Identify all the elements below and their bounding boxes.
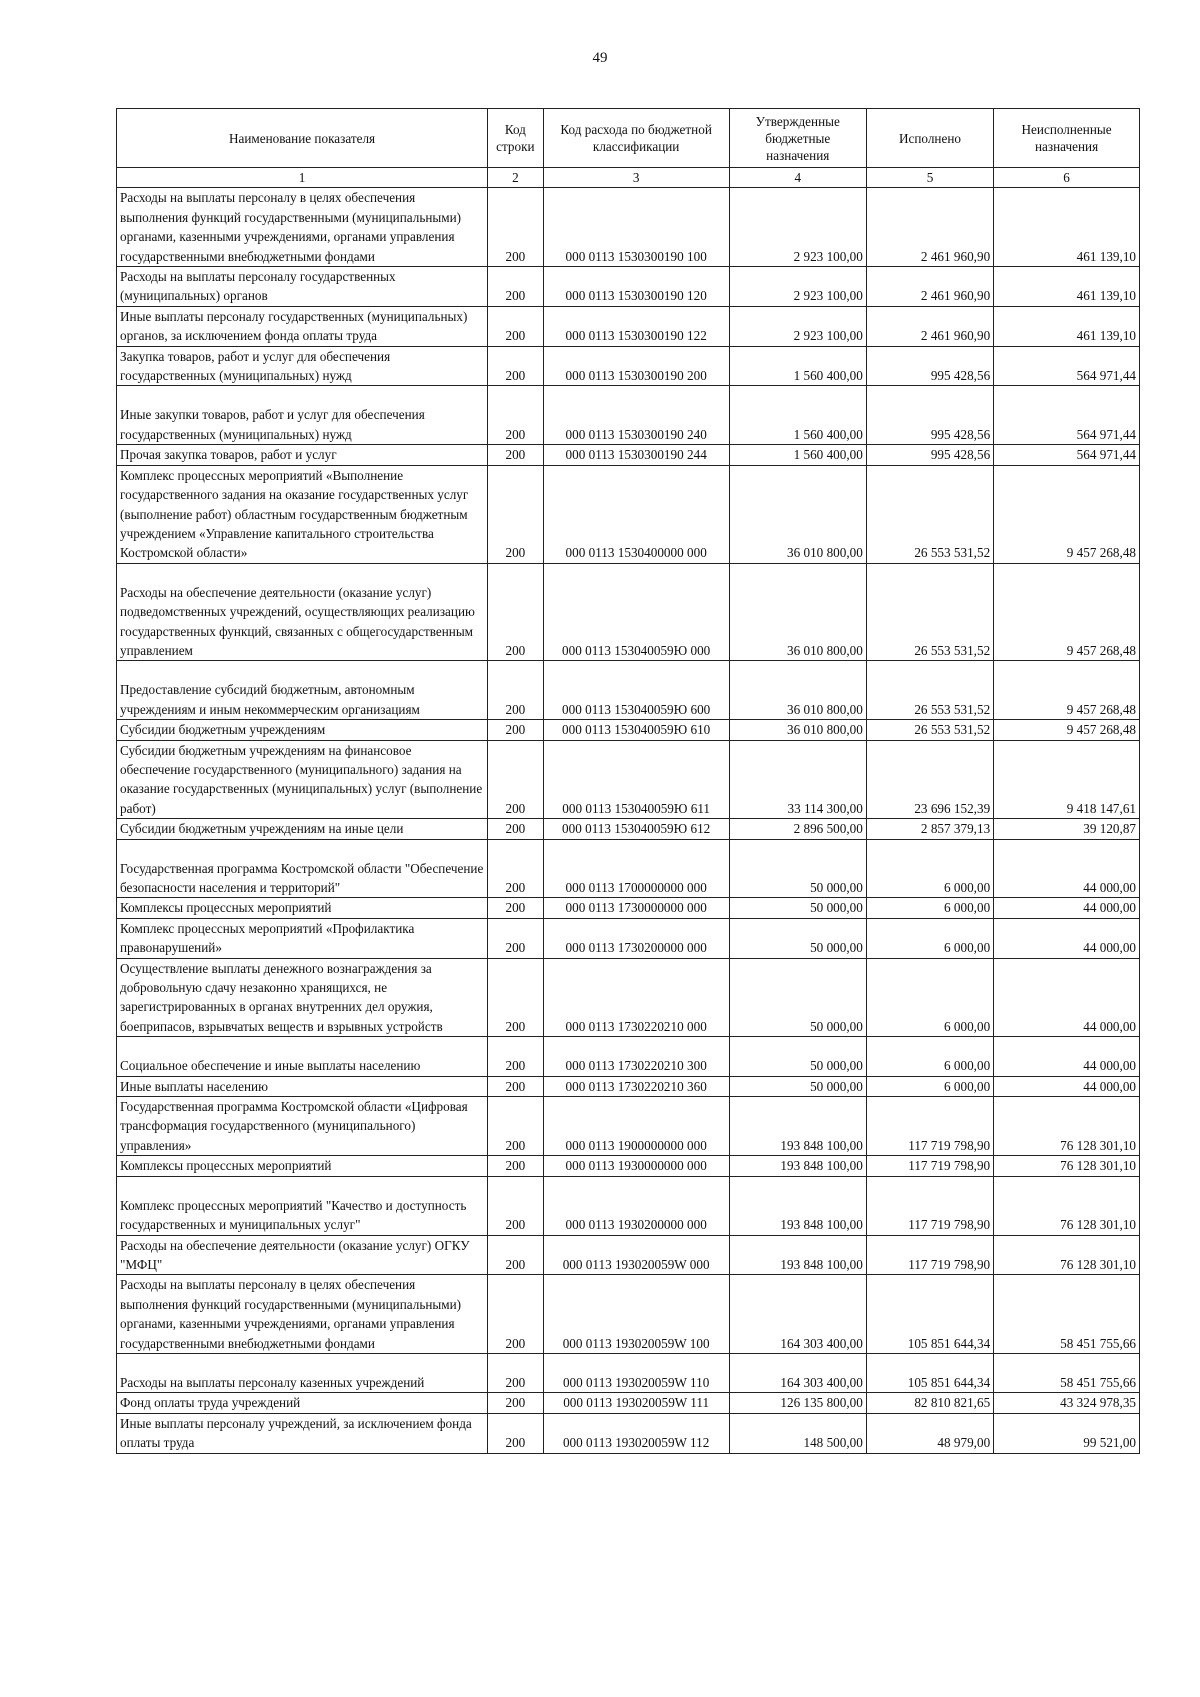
row-unexecuted-amount: 44 000,00 xyxy=(994,1037,1140,1076)
row-executed-amount: 2 857 379,13 xyxy=(866,819,993,839)
row-code: 200 xyxy=(488,1037,544,1076)
table-row xyxy=(117,958,1140,1037)
row-approved-amount: 193 848 100,00 xyxy=(729,1176,866,1235)
row-kbk-code: 000 0113 193020059W 112 xyxy=(543,1413,729,1453)
row-approved-amount: 50 000,00 xyxy=(729,1076,866,1096)
row-approved-amount: 50 000,00 xyxy=(729,1037,866,1076)
table-row xyxy=(117,1393,1140,1413)
row-name: Закупка товаров, работ и услуг для обеспечения государственных (муниципальных) нужд xyxy=(117,346,488,386)
table-row xyxy=(117,1037,1140,1076)
row-unexecuted-amount: 44 000,00 xyxy=(994,918,1140,958)
row-executed-amount: 6 000,00 xyxy=(866,958,993,1037)
row-executed-amount: 82 810 821,65 xyxy=(866,1393,993,1413)
row-code: 200 xyxy=(488,188,544,267)
row-executed-amount: 117 719 798,90 xyxy=(866,1097,993,1156)
row-code: 200 xyxy=(488,898,544,918)
table-row xyxy=(117,346,1140,386)
row-executed-amount: 995 428,56 xyxy=(866,346,993,386)
row-kbk-code: 000 0113 1530300190 122 xyxy=(543,306,729,346)
row-name: Субсидии бюджетным учреждениям на финансовое обеспечение государственного (муниципального) задания на оказание государственных (муниципальных) услуг (выполнение работ) xyxy=(117,740,488,819)
row-name: Расходы на выплаты персоналу государственных (муниципальных) органов xyxy=(117,267,488,307)
row-executed-amount: 6 000,00 xyxy=(866,839,993,898)
row-kbk-code: 000 0113 1530300190 240 xyxy=(543,386,729,445)
row-name: Государственная программа Костромской области «Цифровая трансформация государственного (муниципального) управления» xyxy=(117,1097,488,1156)
row-kbk-code: 000 0113 193020059W 000 xyxy=(543,1235,729,1275)
row-approved-amount: 164 303 400,00 xyxy=(729,1353,866,1392)
row-code: 200 xyxy=(488,1176,544,1235)
column-number: 1 xyxy=(117,168,488,188)
row-kbk-code: 000 0113 1530300190 120 xyxy=(543,267,729,307)
row-approved-amount: 50 000,00 xyxy=(729,958,866,1037)
row-unexecuted-amount: 76 128 301,10 xyxy=(994,1156,1140,1176)
table-row xyxy=(117,188,1140,267)
row-name: Субсидии бюджетным учреждениям xyxy=(117,720,488,740)
table-row xyxy=(117,661,1140,720)
row-executed-amount: 995 428,56 xyxy=(866,445,993,465)
table-row xyxy=(117,1413,1140,1453)
table-row xyxy=(117,1176,1140,1235)
row-kbk-code: 000 0113 1530300190 244 xyxy=(543,445,729,465)
row-kbk-code: 000 0113 1730220210 000 xyxy=(543,958,729,1037)
column-number: 2 xyxy=(488,168,544,188)
row-approved-amount: 193 848 100,00 xyxy=(729,1097,866,1156)
row-approved-amount: 164 303 400,00 xyxy=(729,1275,866,1354)
table-row xyxy=(117,306,1140,346)
row-name: Прочая закупка товаров, работ и услуг xyxy=(117,445,488,465)
row-unexecuted-amount: 9 457 268,48 xyxy=(994,563,1140,661)
table-row xyxy=(117,1076,1140,1096)
row-unexecuted-amount: 58 451 755,66 xyxy=(994,1275,1140,1354)
page-number: 49 xyxy=(592,50,608,66)
row-unexecuted-amount: 58 451 755,66 xyxy=(994,1353,1140,1392)
row-name: Расходы на выплаты персоналу в целях обеспечения выполнения функций государственными (муниципальными) органами, казенными учреждениями, органами управления государственными внебюджетными фондами xyxy=(117,188,488,267)
row-approved-amount: 1 560 400,00 xyxy=(729,386,866,445)
table-row xyxy=(117,1097,1140,1156)
row-executed-amount: 48 979,00 xyxy=(866,1413,993,1453)
row-name: Комплекс процессных мероприятий «Выполнение государственного задания на оказание государственных услуг (выполнение работ) областным государственным бюджетным учреждением «Управление капитального строительства Костромской области» xyxy=(117,465,488,563)
row-code: 200 xyxy=(488,958,544,1037)
row-kbk-code: 000 0113 153040059Ю 611 xyxy=(543,740,729,819)
row-code: 200 xyxy=(488,1413,544,1453)
row-executed-amount: 23 696 152,39 xyxy=(866,740,993,819)
header-approved: Утвержденные бюджетные назначения xyxy=(729,109,866,168)
column-number: 5 xyxy=(866,168,993,188)
row-kbk-code: 000 0113 1730000000 000 xyxy=(543,898,729,918)
row-approved-amount: 33 114 300,00 xyxy=(729,740,866,819)
row-kbk-code: 000 0113 193020059W 110 xyxy=(543,1353,729,1392)
table-row xyxy=(117,386,1140,445)
row-name: Иные выплаты персоналу государственных (муниципальных) органов, за исключением фонда оплаты труда xyxy=(117,306,488,346)
column-number: 4 xyxy=(729,168,866,188)
row-kbk-code: 000 0113 1530300190 100 xyxy=(543,188,729,267)
row-name: Государственная программа Костромской области "Обеспечение безопасности населения и территорий" xyxy=(117,839,488,898)
table-row xyxy=(117,1275,1140,1354)
row-unexecuted-amount: 43 324 978,35 xyxy=(994,1393,1140,1413)
table-row xyxy=(117,819,1140,839)
row-approved-amount: 2 923 100,00 xyxy=(729,306,866,346)
row-code: 200 xyxy=(488,1275,544,1354)
row-kbk-code: 000 0113 1730220210 360 xyxy=(543,1076,729,1096)
row-name: Иные выплаты персоналу учреждений, за исключением фонда оплаты труда xyxy=(117,1413,488,1453)
row-code: 200 xyxy=(488,918,544,958)
row-approved-amount: 36 010 800,00 xyxy=(729,563,866,661)
row-kbk-code: 000 0113 1530400000 000 xyxy=(543,465,729,563)
row-code: 200 xyxy=(488,1156,544,1176)
row-kbk-code: 000 0113 153040059Ю 000 xyxy=(543,563,729,661)
row-code: 200 xyxy=(488,267,544,307)
table-row xyxy=(117,563,1140,661)
row-kbk-code: 000 0113 1730200000 000 xyxy=(543,918,729,958)
row-unexecuted-amount: 76 128 301,10 xyxy=(994,1097,1140,1156)
row-unexecuted-amount: 9 457 268,48 xyxy=(994,720,1140,740)
column-number-row xyxy=(117,168,1140,188)
header-kbk: Код расхода по бюджетной классификации xyxy=(543,109,729,168)
row-approved-amount: 193 848 100,00 xyxy=(729,1156,866,1176)
row-unexecuted-amount: 44 000,00 xyxy=(994,958,1140,1037)
row-kbk-code: 000 0113 153040059Ю 600 xyxy=(543,661,729,720)
row-unexecuted-amount: 39 120,87 xyxy=(994,819,1140,839)
row-approved-amount: 2 923 100,00 xyxy=(729,267,866,307)
table-row xyxy=(117,267,1140,307)
row-code: 200 xyxy=(488,1353,544,1392)
table-row xyxy=(117,918,1140,958)
row-unexecuted-amount: 76 128 301,10 xyxy=(994,1176,1140,1235)
row-unexecuted-amount: 461 139,10 xyxy=(994,306,1140,346)
row-approved-amount: 50 000,00 xyxy=(729,898,866,918)
header-executed: Исполнено xyxy=(866,109,993,168)
row-name: Комплекс процессных мероприятий «Профилактика правонарушений» xyxy=(117,918,488,958)
header-name: Наименование показателя xyxy=(117,109,488,168)
row-kbk-code: 000 0113 153040059Ю 610 xyxy=(543,720,729,740)
row-unexecuted-amount: 564 971,44 xyxy=(994,346,1140,386)
row-name: Комплексы процессных мероприятий xyxy=(117,1156,488,1176)
row-executed-amount: 26 553 531,52 xyxy=(866,563,993,661)
row-code: 200 xyxy=(488,445,544,465)
row-executed-amount: 6 000,00 xyxy=(866,1076,993,1096)
row-approved-amount: 36 010 800,00 xyxy=(729,465,866,563)
table-row xyxy=(117,445,1140,465)
row-executed-amount: 105 851 644,34 xyxy=(866,1353,993,1392)
row-code: 200 xyxy=(488,346,544,386)
row-executed-amount: 2 461 960,90 xyxy=(866,267,993,307)
table-row xyxy=(117,839,1140,898)
table-row xyxy=(117,1235,1140,1275)
row-unexecuted-amount: 99 521,00 xyxy=(994,1413,1140,1453)
row-approved-amount: 2 923 100,00 xyxy=(729,188,866,267)
row-approved-amount: 36 010 800,00 xyxy=(729,661,866,720)
row-kbk-code: 000 0113 1930200000 000 xyxy=(543,1176,729,1235)
row-kbk-code: 000 0113 1930000000 000 xyxy=(543,1156,729,1176)
row-approved-amount: 126 135 800,00 xyxy=(729,1393,866,1413)
row-name: Расходы на обеспечение деятельности (оказание услуг) ОГКУ "МФЦ" xyxy=(117,1235,488,1275)
table-body xyxy=(117,188,1140,1453)
table-row xyxy=(117,465,1140,563)
table-row xyxy=(117,1353,1140,1392)
row-code: 200 xyxy=(488,306,544,346)
row-approved-amount: 50 000,00 xyxy=(729,918,866,958)
row-code: 200 xyxy=(488,1076,544,1096)
row-code: 200 xyxy=(488,1235,544,1275)
row-executed-amount: 117 719 798,90 xyxy=(866,1176,993,1235)
row-code: 200 xyxy=(488,740,544,819)
row-unexecuted-amount: 461 139,10 xyxy=(994,188,1140,267)
row-unexecuted-amount: 9 457 268,48 xyxy=(994,661,1140,720)
row-approved-amount: 148 500,00 xyxy=(729,1413,866,1453)
row-executed-amount: 26 553 531,52 xyxy=(866,720,993,740)
row-name: Фонд оплаты труда учреждений xyxy=(117,1393,488,1413)
row-name: Расходы на обеспечение деятельности (оказание услуг) подведомственных учреждений, осуществляющих реализацию государственных функций, связанных с общегосударственным управлением xyxy=(117,563,488,661)
row-name: Социальное обеспечение и иные выплаты населению xyxy=(117,1037,488,1076)
row-kbk-code: 000 0113 193020059W 111 xyxy=(543,1393,729,1413)
row-approved-amount: 36 010 800,00 xyxy=(729,720,866,740)
row-name: Иные выплаты населению xyxy=(117,1076,488,1096)
row-name: Расходы на выплаты персоналу казенных учреждений xyxy=(117,1353,488,1392)
row-approved-amount: 2 896 500,00 xyxy=(729,819,866,839)
row-unexecuted-amount: 461 139,10 xyxy=(994,267,1140,307)
table-row xyxy=(117,740,1140,819)
row-executed-amount: 6 000,00 xyxy=(866,918,993,958)
row-unexecuted-amount: 564 971,44 xyxy=(994,445,1140,465)
row-code: 200 xyxy=(488,465,544,563)
row-name: Иные закупки товаров, работ и услуг для обеспечения государственных (муниципальных) нужд xyxy=(117,386,488,445)
row-executed-amount: 117 719 798,90 xyxy=(866,1235,993,1275)
row-executed-amount: 105 851 644,34 xyxy=(866,1275,993,1354)
row-executed-amount: 117 719 798,90 xyxy=(866,1156,993,1176)
header-unexecuted: Неисполненные назначения xyxy=(994,109,1140,168)
row-unexecuted-amount: 564 971,44 xyxy=(994,386,1140,445)
row-code: 200 xyxy=(488,839,544,898)
budget-execution-table xyxy=(116,108,1140,1454)
column-number: 3 xyxy=(543,168,729,188)
row-kbk-code: 000 0113 1530300190 200 xyxy=(543,346,729,386)
row-code: 200 xyxy=(488,1097,544,1156)
row-executed-amount: 995 428,56 xyxy=(866,386,993,445)
row-kbk-code: 000 0113 1730220210 300 xyxy=(543,1037,729,1076)
table-row xyxy=(117,720,1140,740)
table-row xyxy=(117,1156,1140,1176)
row-code: 200 xyxy=(488,661,544,720)
row-kbk-code: 000 0113 153040059Ю 612 xyxy=(543,819,729,839)
row-kbk-code: 000 0113 1900000000 000 xyxy=(543,1097,729,1156)
table-row xyxy=(117,898,1140,918)
header-row xyxy=(117,109,1140,168)
row-executed-amount: 2 461 960,90 xyxy=(866,188,993,267)
row-unexecuted-amount: 44 000,00 xyxy=(994,898,1140,918)
row-name: Комплексы процессных мероприятий xyxy=(117,898,488,918)
row-executed-amount: 2 461 960,90 xyxy=(866,306,993,346)
row-code: 200 xyxy=(488,563,544,661)
row-name: Предоставление субсидий бюджетным, автономным учреждениям и иным некоммерческим организациям xyxy=(117,661,488,720)
row-executed-amount: 26 553 531,52 xyxy=(866,661,993,720)
row-approved-amount: 1 560 400,00 xyxy=(729,445,866,465)
row-code: 200 xyxy=(488,819,544,839)
row-approved-amount: 193 848 100,00 xyxy=(729,1235,866,1275)
row-executed-amount: 6 000,00 xyxy=(866,898,993,918)
row-unexecuted-amount: 44 000,00 xyxy=(994,839,1140,898)
row-name: Осуществление выплаты денежного вознаграждения за добровольную сдачу незаконно хранящихся, не зарегистрированных в органах внутренних дел оружия, боеприпасов, взрывчатых веществ и взрывных устройств xyxy=(117,958,488,1037)
row-approved-amount: 50 000,00 xyxy=(729,839,866,898)
row-executed-amount: 6 000,00 xyxy=(866,1037,993,1076)
row-unexecuted-amount: 9 457 268,48 xyxy=(994,465,1140,563)
row-approved-amount: 1 560 400,00 xyxy=(729,346,866,386)
row-unexecuted-amount: 44 000,00 xyxy=(994,1076,1140,1096)
row-code: 200 xyxy=(488,1393,544,1413)
row-name: Расходы на выплаты персоналу в целях обеспечения выполнения функций государственными (муниципальными) органами, казенными учреждениями, органами управления государственными внебюджетными фондами xyxy=(117,1275,488,1354)
row-executed-amount: 26 553 531,52 xyxy=(866,465,993,563)
column-number: 6 xyxy=(994,168,1140,188)
header-code: Код строки xyxy=(488,109,544,168)
row-unexecuted-amount: 9 418 147,61 xyxy=(994,740,1140,819)
row-code: 200 xyxy=(488,720,544,740)
row-kbk-code: 000 0113 1700000000 000 xyxy=(543,839,729,898)
row-code: 200 xyxy=(488,386,544,445)
row-kbk-code: 000 0113 193020059W 100 xyxy=(543,1275,729,1354)
row-unexecuted-amount: 76 128 301,10 xyxy=(994,1235,1140,1275)
row-name: Субсидии бюджетным учреждениям на иные цели xyxy=(117,819,488,839)
row-name: Комплекс процессных мероприятий "Качество и доступность государственных и муниципальных услуг" xyxy=(117,1176,488,1235)
